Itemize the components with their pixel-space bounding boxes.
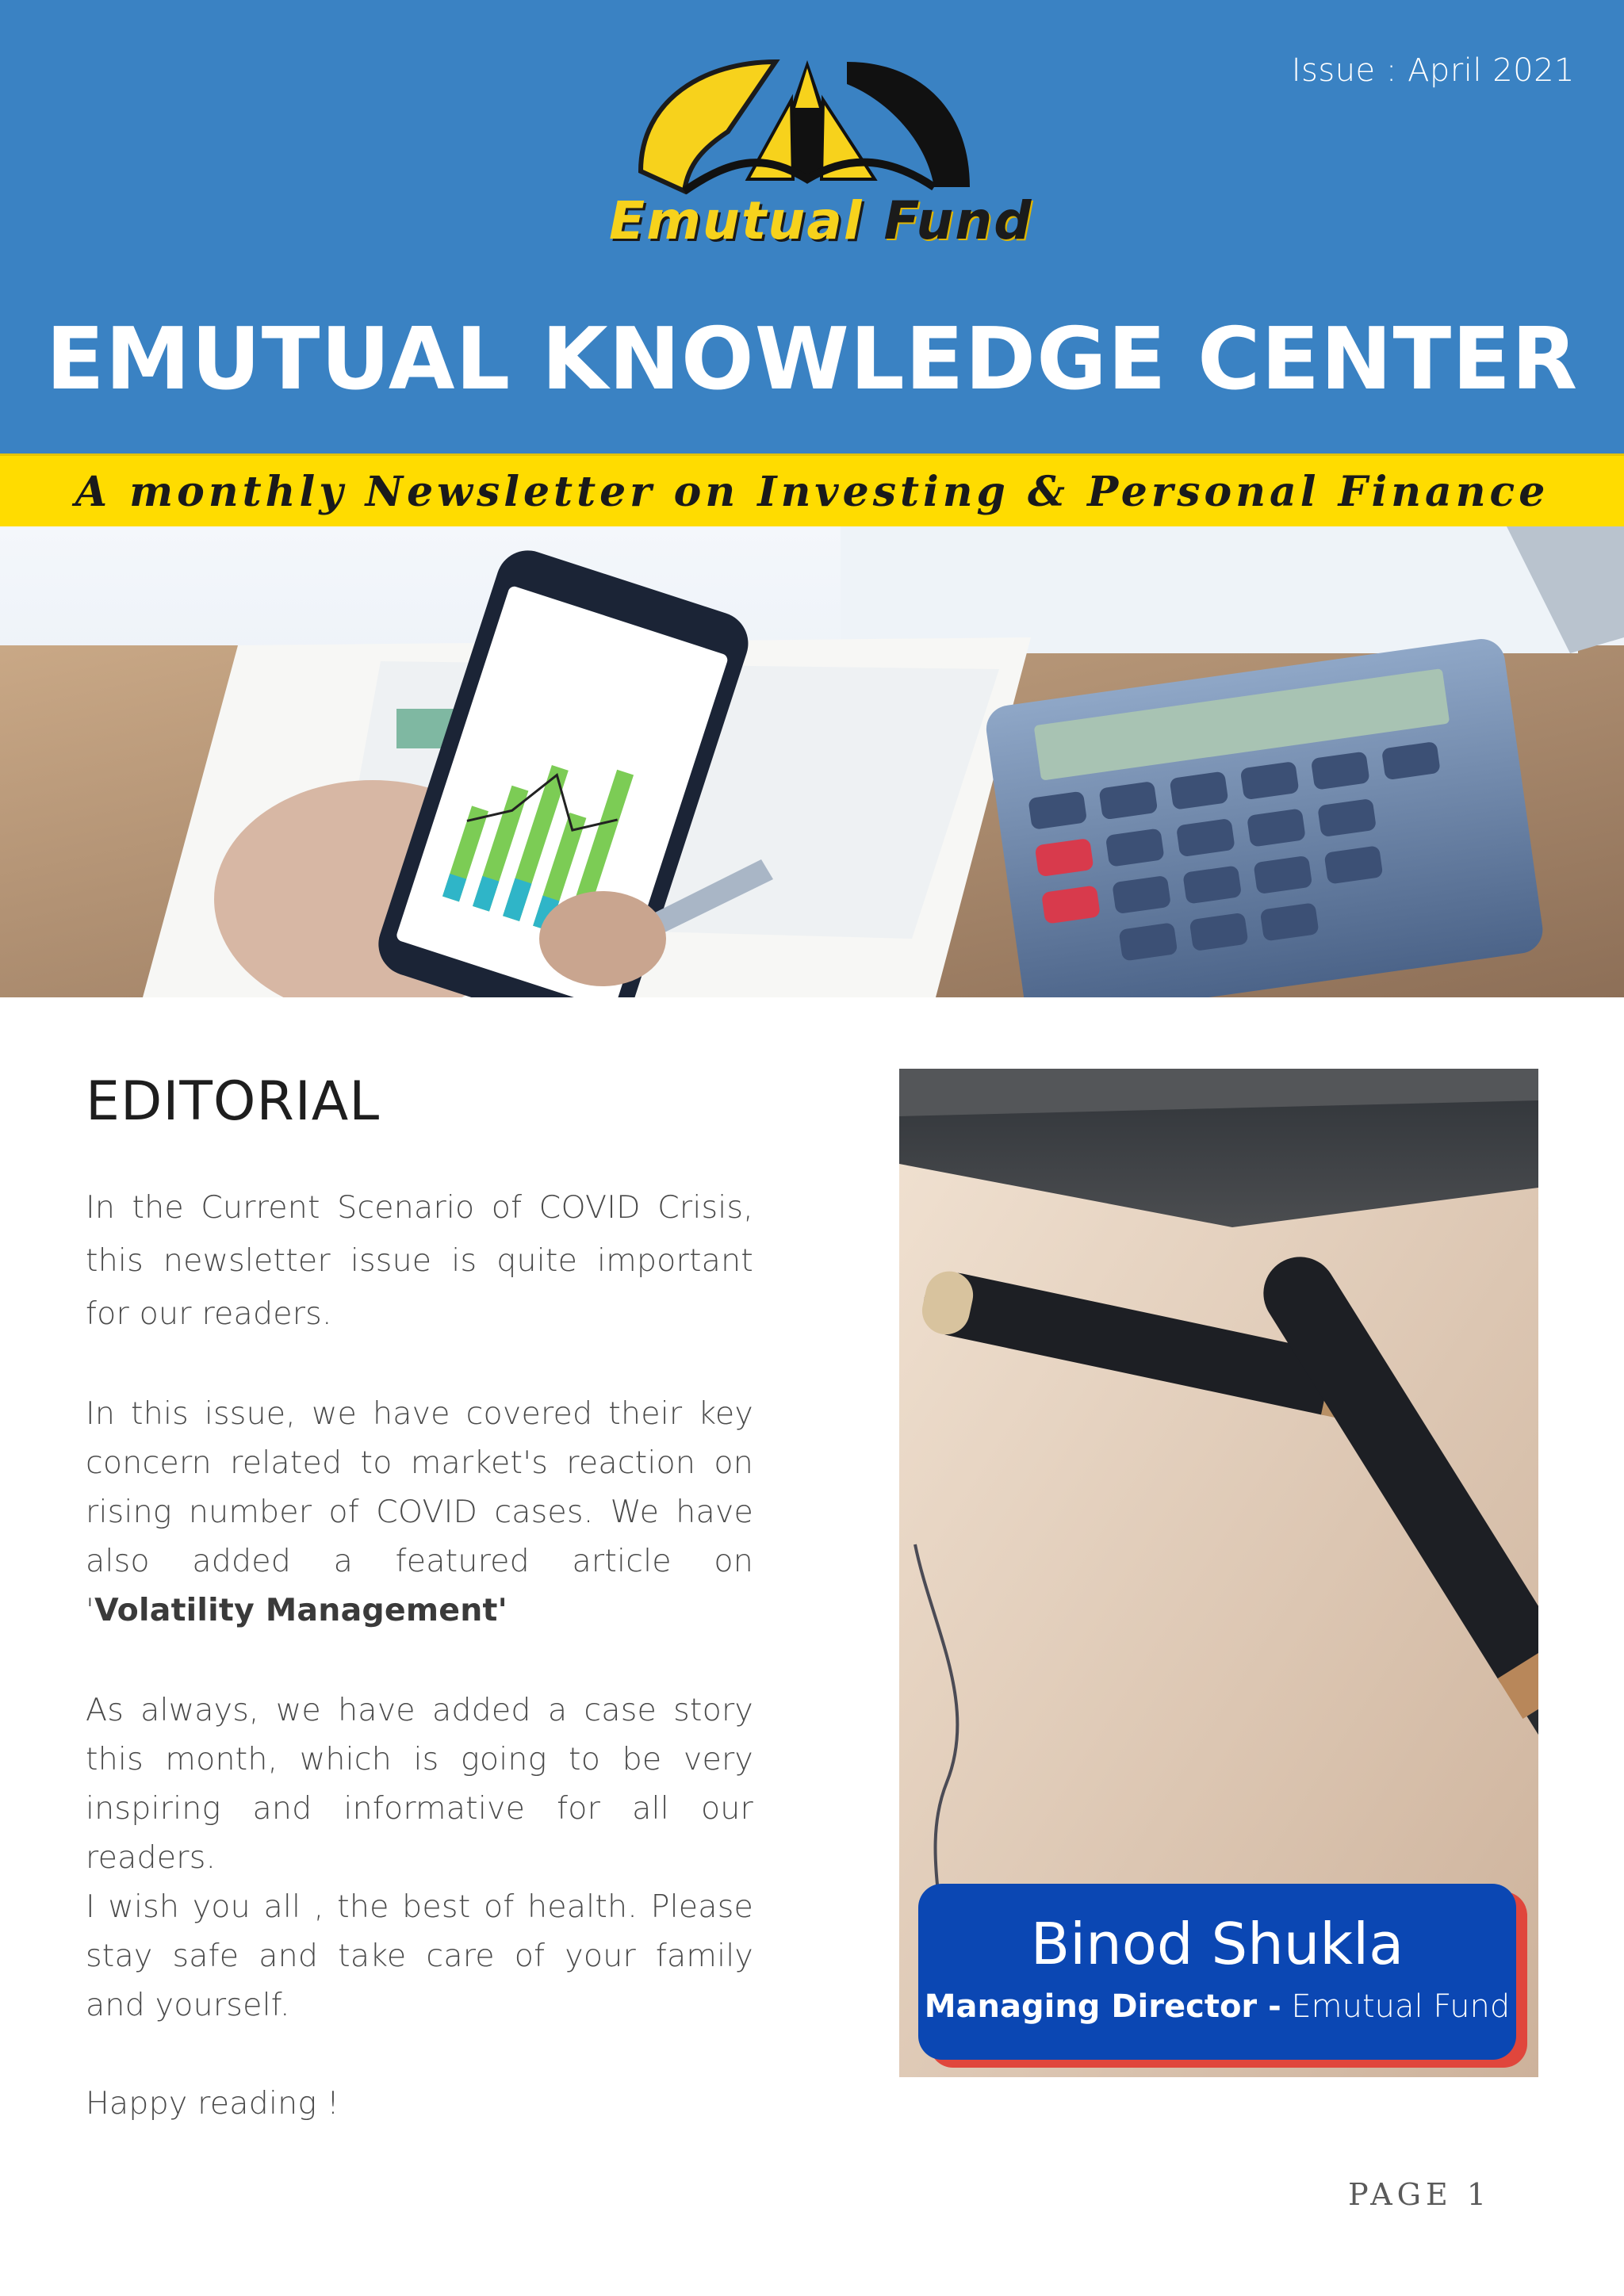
sail-logo-icon [609, 52, 1021, 211]
finance-desk-illustration [0, 526, 1624, 997]
header-banner [0, 0, 1624, 453]
tagline-band [0, 453, 1624, 526]
editorial-paragraph: In the Current Scenario of COVID Crisis, this newsletter issue is quite important for our readers. [86, 1189, 753, 1332]
author-name-card [918, 1884, 1516, 2060]
logo-word-emutual: Emutual [609, 190, 864, 251]
logo-wordmark [609, 190, 1033, 251]
editorial-paragraph: As always, we have added a case story this month, which is going to be very inspiring and informative for all our readers. [86, 1692, 753, 1876]
author-name: Binod Shukla [1030, 1911, 1404, 1977]
page-title: EMUTUAL KNOWLEDGE CENTER [45, 310, 1579, 409]
tagline: A monthly Newsletter on Investing & Personal Finance [75, 468, 1549, 516]
page-number: PAGE 1 [1348, 2177, 1491, 2212]
editorial-closing: Happy reading ! [86, 2085, 340, 2122]
hero-photo [0, 526, 1624, 997]
author-role [918, 1988, 1516, 2025]
author-title: Managing Director - [924, 1988, 1281, 2025]
editorial-text: In this issue, we have covered their key concern related to market's reaction on rising number of COVID cases. We have also added a featured article on ' [86, 1395, 753, 1628]
logo-word-fund: Fund [883, 190, 1033, 251]
editorial-paragraph [86, 1389, 753, 1635]
author-company: Emutual Fund [1291, 1988, 1511, 2025]
editorial-paragraph: I wish you all , the best of health. Please stay safe and take care of your family and yourself. [86, 1888, 753, 2023]
emutual-fund-logo [609, 52, 1033, 258]
featured-article-title: Volatility Management' [94, 1592, 508, 1628]
editorial-heading: EDITORIAL [86, 1070, 381, 1133]
issue-date: Issue : April 2021 [1291, 52, 1575, 89]
